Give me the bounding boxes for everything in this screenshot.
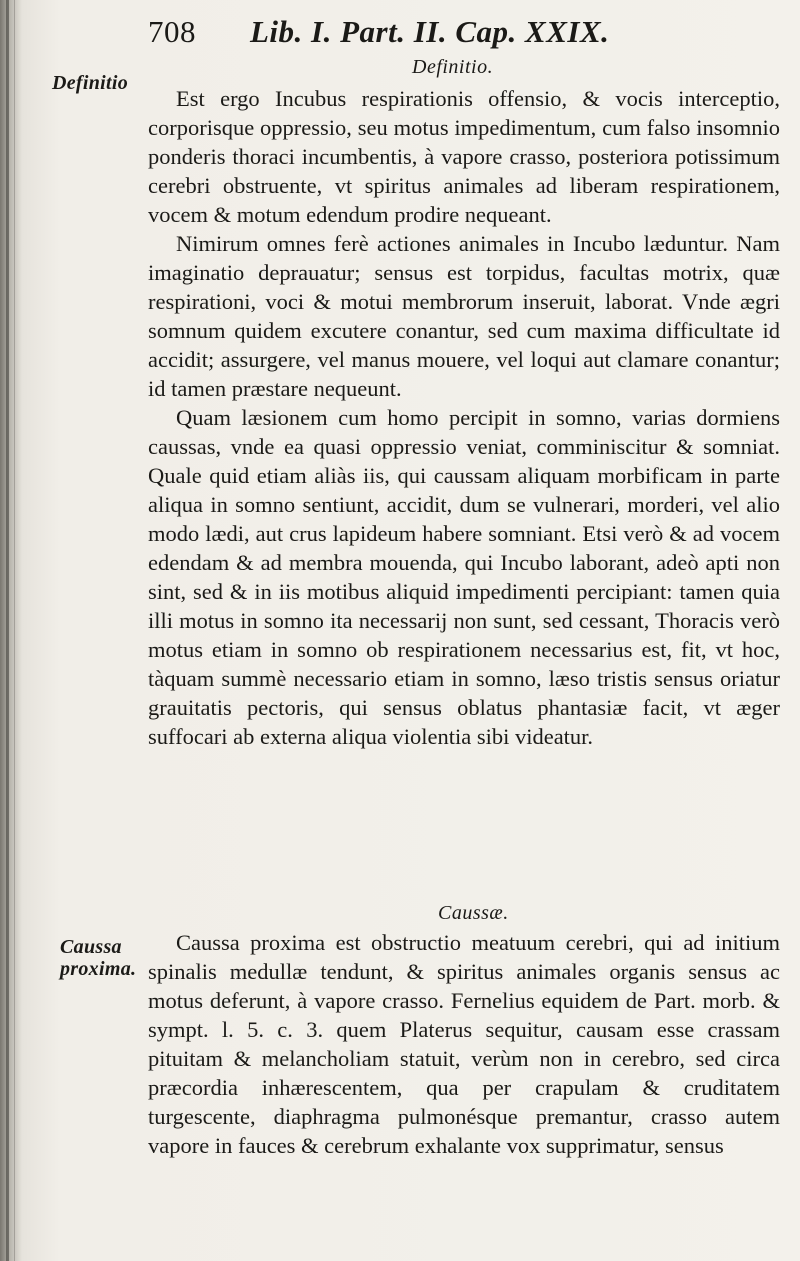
section-body-definitio — [148, 84, 780, 751]
margin-note-caussa-proxima — [60, 936, 136, 980]
running-head-title: Lib. I. Part. II. Cap. XXIX. — [250, 14, 610, 49]
running-head — [148, 14, 708, 54]
paragraph: Nimirum omnes ferè actiones animales in Incubo læduntur. Nam imaginatio deprauatur; sensus est torpidus, facultas motrix, quæ respirationi, voci & motui membrorum inseruit, laborat. Vnde ægri somnum quidem excutere conantur, sed cum maxima difficultate id accidit; assurgere, vel manus mouere, vel loqui aut clamare conantur; id tamen præstare nequeunt. — [148, 231, 780, 401]
binding-shadow — [6, 0, 9, 1261]
binding-edge — [14, 0, 15, 1261]
paragraph: Quam læsionem cum homo percipit in somno, varias dormiens caussas, vnde ea quasi oppressio veniat, comminiscitur & somniat. Quale quid etiam aliàs iis, qui caussam aliquam morbificam in parte aliqua in somno sentiunt, accidit, dum se vulnerari, morderi, vel alio modo lædi, aut crus lapideum habere somniant. Etsi verò & ad vocem edendam & ad membra mouenda, qui Incubo laborant, adeò apti non sint, sed & in iis motibus aliquid impedimenti percipiant: tamen quia illi motus in somno ita necessarij non sunt, sed cessant, Thoracis verò motus etiam in somno ob respirationem necessarius est, fit, vt hoc, tàquam summè necessario etiam in somno, læso tristis sensus oriatur grauitatis pectoris, qui sensus oblatus phantasiæ facit, vt æger suffocari ab externa aliqua violentia sibi videatur. — [148, 405, 780, 749]
margin-note-line: Caussa — [60, 936, 122, 958]
page-number: 708 — [148, 14, 196, 49]
paragraph: Caussa proxima est obstructio meatuum cerebri, qui ad initium spinalis medullæ tendunt, & spiritus animales organis sensus ac motus deferunt, à vapore crasso. Fernelius equidem de Part. morb. & sympt. l. 5. c. 3. quem Platerus sequitur, causam esse crassam pituitam & melancholiam statuit, verùm non in cerebro, sed circa præcordia inhærescentem, qua per crapulam & cruditatem turgescente, diaphragma pulmonésque premantur, crasso autem vapore in fauces & cerebrum exhalante vox supprimatur, sensus — [148, 930, 780, 1158]
margin-note-line: proxima. — [60, 958, 137, 980]
section-body-caussae — [148, 928, 780, 1160]
margin-note-definitio: Definitio — [52, 72, 129, 94]
section-heading-definitio: Definitio. — [412, 56, 494, 78]
section-heading-caussae: Caussæ. — [438, 902, 509, 924]
paragraph: Est ergo Incubus respirationis offensio, & vocis interceptio, corporisque oppressio, seu motus impedimentum, cum falso insomnio ponderis thoraci incumbentis, à vapore crasso, posteriora potissimum cerebri obstruente, vt spiritus animales ad liberam respirationem, vocem & motum edendum prodire nequeant. — [148, 86, 780, 227]
